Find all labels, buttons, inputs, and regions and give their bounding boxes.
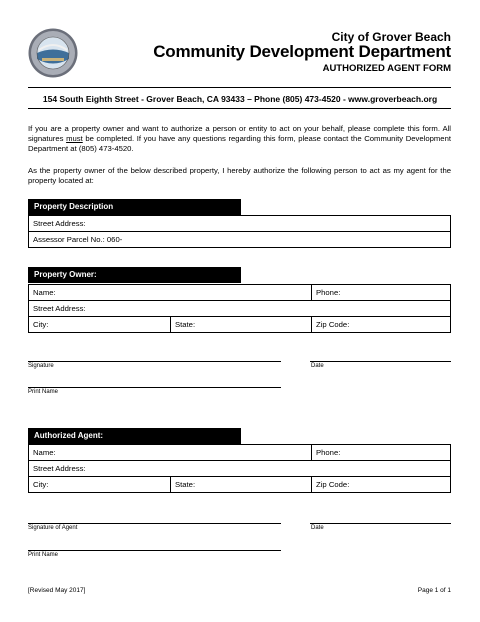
owner-state-field[interactable]: State: bbox=[171, 317, 312, 333]
property-owner-heading: Property Owner: bbox=[28, 267, 241, 283]
owner-print-name-line[interactable] bbox=[28, 387, 281, 388]
property-description-table bbox=[28, 215, 451, 248]
owner-name-field[interactable]: Name: bbox=[29, 285, 312, 301]
owner-phone-field[interactable]: Phone: bbox=[312, 285, 451, 301]
department-title: Community Development Department bbox=[153, 42, 451, 61]
street-address-field[interactable]: Street Address: bbox=[29, 216, 451, 232]
agent-signature-line[interactable] bbox=[28, 523, 281, 524]
apn-field[interactable]: Assessor Parcel No.: 060- bbox=[29, 232, 451, 248]
page-number: Page 1 of 1 bbox=[417, 587, 451, 594]
authorization-paragraph: As the property owner of the below described property, I hereby authorize the following person to act as my agent for the property located at: bbox=[28, 166, 451, 185]
authorized-agent-heading: Authorized Agent: bbox=[28, 428, 241, 444]
revision-note: [Revised May 2017] bbox=[28, 587, 86, 594]
address-rule bbox=[28, 108, 451, 109]
intro-paragraph bbox=[28, 124, 451, 154]
agent-city-field[interactable]: City: bbox=[29, 477, 171, 493]
intro-text-1: If you are a property owner and want to authorize a person or entity to act on your behalf, please complete this form. All signatures bbox=[28, 124, 451, 143]
agent-name-field[interactable]: Name: bbox=[29, 445, 312, 461]
authorized-agent-table bbox=[28, 444, 451, 493]
agent-state-field[interactable]: State: bbox=[171, 477, 312, 493]
agent-street-field[interactable]: Street Address: bbox=[29, 461, 451, 477]
owner-signature-label: Signature bbox=[28, 363, 54, 369]
city-name: City of Grover Beach bbox=[331, 30, 451, 44]
agent-phone-field[interactable]: Phone: bbox=[312, 445, 451, 461]
property-owner-table bbox=[28, 284, 451, 333]
form-title: AUTHORIZED AGENT FORM bbox=[322, 63, 451, 74]
header-rule bbox=[28, 87, 451, 88]
city-seal-logo bbox=[28, 28, 78, 78]
owner-print-name-label: Print Name bbox=[28, 389, 59, 395]
agent-date-line[interactable] bbox=[310, 523, 451, 524]
owner-date-label: Date bbox=[311, 363, 324, 369]
owner-signature-line[interactable] bbox=[28, 361, 281, 362]
address-line: 154 South Eighth Street - Grover Beach, CA 93433 – Phone (805) 473-4520 - www.groverbeach.org bbox=[42, 94, 438, 104]
intro-underlined-word: must bbox=[66, 134, 83, 143]
agent-print-name-line[interactable] bbox=[28, 550, 281, 551]
intro-text-2: be completed. If you have any questions regarding this form, please contact the Community Development Department at (805) 473-4520. bbox=[28, 134, 451, 153]
agent-date-label: Date bbox=[311, 525, 324, 531]
agent-signature-label: Signature of Agent bbox=[28, 525, 78, 531]
owner-city-field[interactable]: City: bbox=[29, 317, 171, 333]
agent-zip-field[interactable]: Zip Code: bbox=[312, 477, 451, 493]
owner-street-field[interactable]: Street Address: bbox=[29, 301, 451, 317]
property-description-heading: Property Description bbox=[28, 199, 241, 215]
owner-date-line[interactable] bbox=[310, 361, 451, 362]
agent-print-name-label: Print Name bbox=[28, 552, 59, 558]
owner-zip-field[interactable]: Zip Code: bbox=[312, 317, 451, 333]
